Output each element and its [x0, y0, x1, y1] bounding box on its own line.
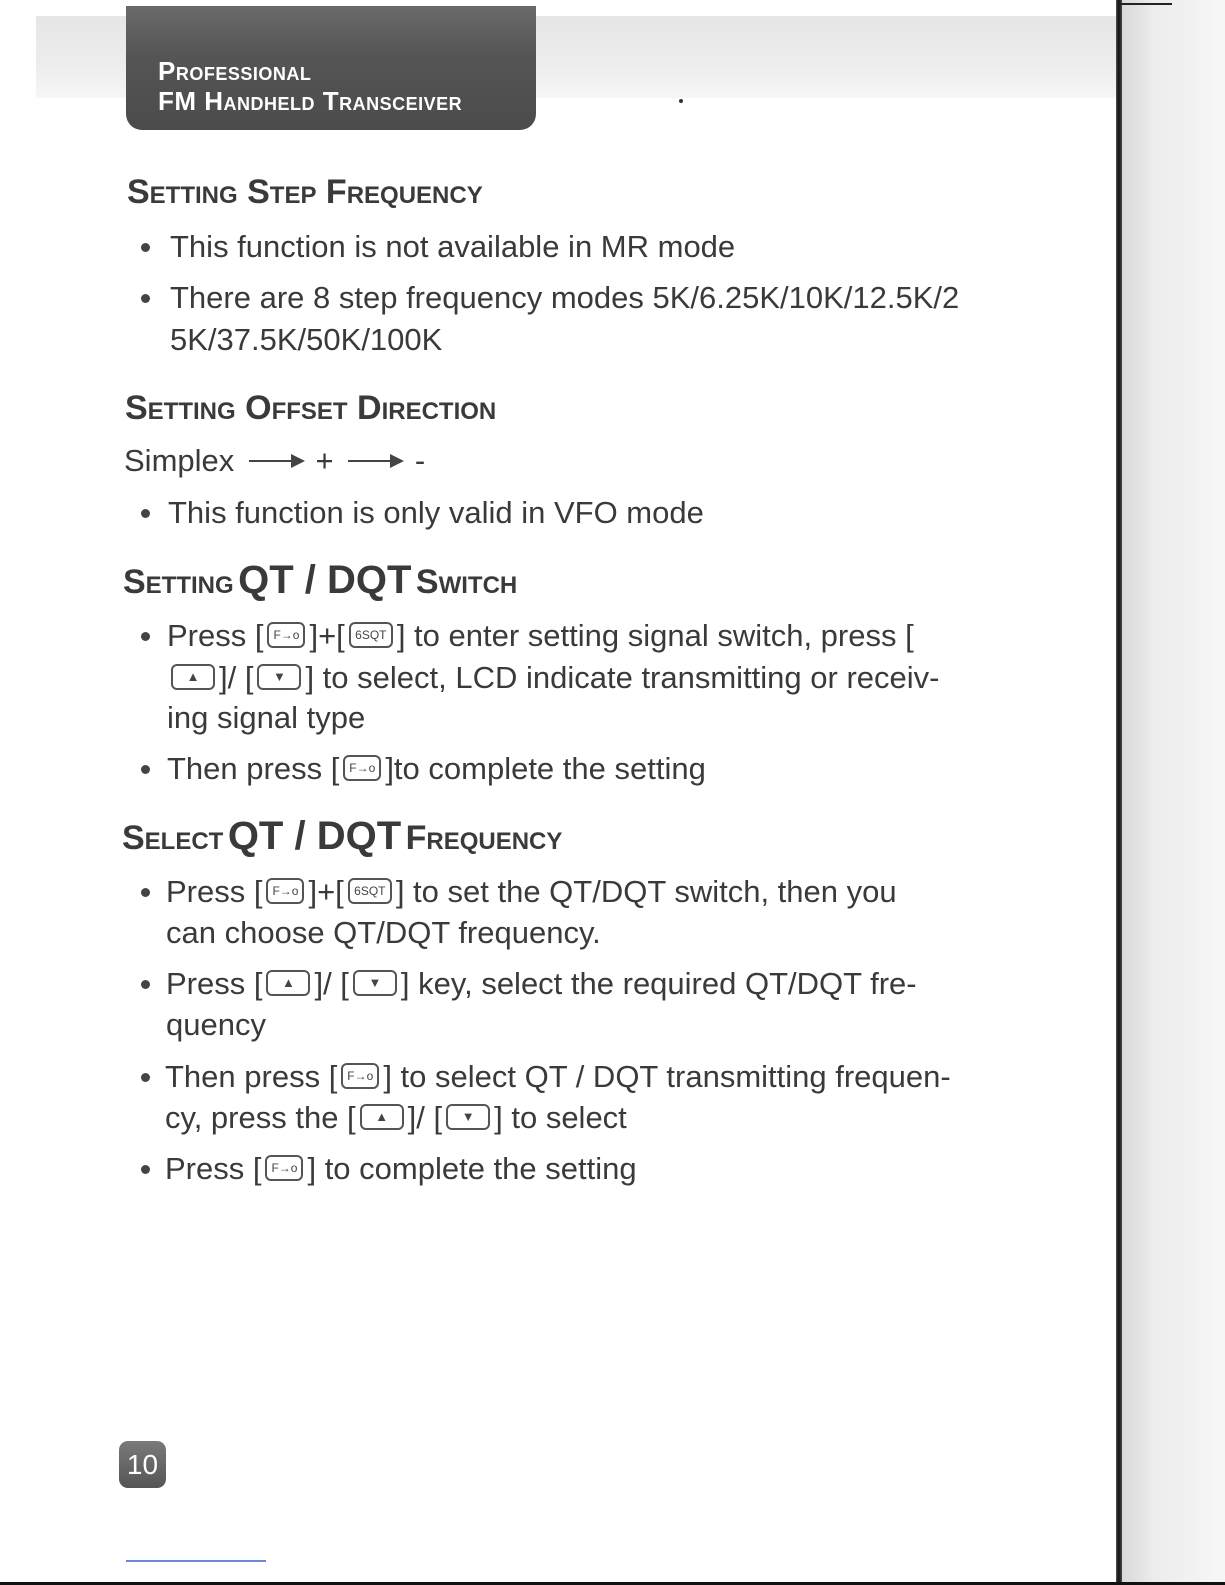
page-edge [1116, 0, 1122, 1585]
f-key-icon: F→o [267, 622, 305, 648]
list-item-continuation: ing signal type [167, 700, 366, 735]
f-key-icon: F→o [341, 1063, 379, 1089]
section-heading-qt-dqt-frequency: Select QT / DQT Frequency [122, 814, 563, 858]
section-heading-step-frequency: Setting Step Frequency [127, 173, 483, 211]
bullet [141, 632, 150, 641]
minus-label: - [414, 443, 426, 478]
page-gutter-shade [1122, 0, 1225, 1585]
bullet [141, 888, 150, 897]
bullet [141, 1165, 150, 1174]
down-key-icon: ▼ [353, 970, 397, 996]
up-key-icon: ▲ [266, 970, 310, 996]
list-item-continuation: 5K/37.5K/50K/100K [170, 322, 443, 357]
list-item: Press [ ▲ ]/ [ ▼ ] key, select the required QT/DQT fre- [166, 966, 917, 1001]
up-key-icon: ▲ [360, 1104, 404, 1130]
f-key-icon: F→o [266, 878, 304, 904]
bullet [141, 1073, 150, 1082]
list-item: Press [ F→o ]+[ 6SQT ] to enter setting signal switch, press [ [167, 618, 914, 653]
6sqt-key-icon: 6SQT [349, 622, 393, 648]
bullet [141, 294, 150, 303]
top-rule [1120, 3, 1172, 5]
list-item-continuation: ▲ ]/ [ ▼ ] to select, LCD indicate transmitting or receiv- [167, 658, 939, 698]
list-item-continuation: quency [166, 1007, 266, 1042]
bullet [141, 980, 150, 989]
list-item: Then press [ F→o ]to complete the setting [167, 751, 706, 786]
simplex-label: Simplex [124, 443, 235, 478]
f-key-icon: F→o [343, 755, 381, 781]
arrow-right-icon [348, 460, 400, 462]
list-item: Press [ F→o ] to complete the setting [165, 1151, 637, 1186]
footer-rule [126, 1560, 266, 1562]
page-number: 10 [119, 1441, 166, 1488]
list-item: This function is not available in MR mode [170, 229, 736, 264]
list-item-continuation: can choose QT/DQT frequency. [166, 915, 601, 950]
header-title-line2: FM Handheld Transceiver [158, 86, 463, 116]
list-item: Press [ F→o ]+[ 6SQT ] to set the QT/DQT switch, then you [166, 874, 897, 909]
plus-label: + [315, 443, 334, 478]
speck [679, 99, 683, 103]
list-item: This function is only valid in VFO mode [168, 495, 704, 530]
section-heading-offset-direction: Setting Offset Direction [125, 389, 497, 427]
list-item: Then press [ F→o ] to select QT / DQT transmitting frequen- [165, 1059, 951, 1094]
bullet [141, 243, 150, 252]
f-key-icon: F→o [265, 1155, 303, 1181]
down-key-icon: ▼ [446, 1104, 490, 1130]
bullet [141, 765, 150, 774]
list-item: There are 8 step frequency modes 5K/6.25K/10K/12.5K/2 [170, 280, 960, 315]
bullet [141, 509, 150, 518]
up-key-icon: ▲ [171, 664, 215, 690]
list-item-continuation: cy, press the [ ▲ ]/ [ ▼ ] to select [165, 1100, 627, 1135]
arrow-right-icon [249, 460, 301, 462]
simplex-sequence [124, 441, 425, 481]
down-key-icon: ▼ [257, 664, 301, 690]
section-heading-qt-dqt-switch: Setting QT / DQT Switch [123, 558, 518, 602]
6sqt-key-icon: 6SQT [348, 878, 392, 904]
header-title-line1: Professional [158, 56, 312, 86]
